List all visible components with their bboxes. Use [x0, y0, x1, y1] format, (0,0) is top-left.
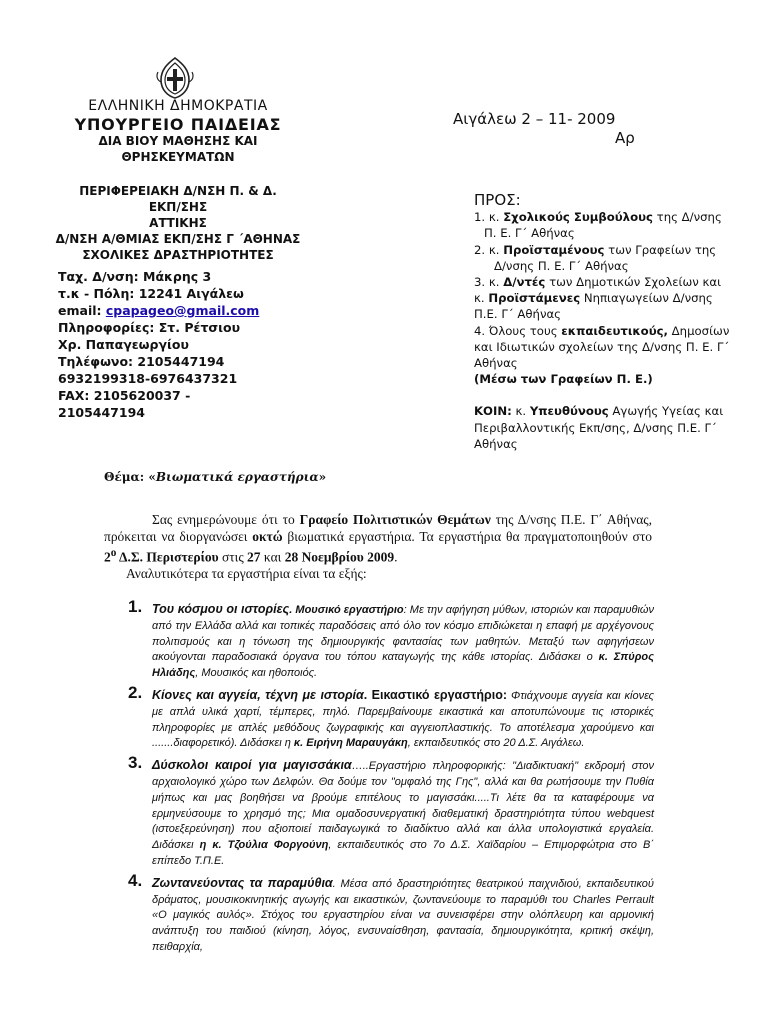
- protocol-number: Αρ: [615, 129, 635, 147]
- letter-body: [104, 512, 652, 583]
- list-item: [122, 682, 654, 752]
- item-title: Κίονες και αγγεία, τέχνη με ιστορία: [152, 687, 364, 702]
- item-number: 1.: [128, 597, 143, 616]
- koin-label: ΚΟΙΝ:: [474, 404, 512, 419]
- list-item: [122, 597, 654, 682]
- recipient-bold: Δ/ντές: [503, 275, 546, 290]
- intro-bold: 2: [104, 549, 111, 565]
- recipient-2-sub: Δ/νσης Π. Ε. Γ΄ Αθήνας: [494, 258, 629, 273]
- recipient-bold: Υπευθύνους: [529, 404, 609, 419]
- recipient-text: των Γραφείων της: [604, 242, 717, 257]
- item-text: …..Εργαστήριο πληροφορικής: "Διαδικτυακή" εκδρομή στον αρχαιολογικό χώρο των Δελφών. Θα δούμε τον "ομφαλό της Γης", αλλά και θα ρωτήσουμε την Πυθία μήπως και μας βοηθήσει να βρούμε επιτέλους το μαγισσάκι.....Τι λέτε θα τα καταφέρουμε να ερμηνεύσουμε το χρησμό της; Μια ομαδοσυνεργατική διαθεματική δραστηριότητα τύπου webquest (ιστοεξερεύνηση) που αξιοποιεί παιδαγωγικά το διαδίκτυο αλλά και άλλα υπολογιστικά εργαλεία. Διδάσκει: [152, 760, 654, 852]
- recipient-1: [474, 209, 734, 225]
- subject-title: Βιωματικά εργαστήρια: [155, 470, 319, 484]
- header-line: ΑΤΤΙΚΗΣ: [149, 216, 207, 230]
- recipient-text: 4. Όλους τους: [474, 323, 562, 338]
- email-label: email:: [58, 303, 106, 318]
- recipients-heading: ΠΡΟΣ:: [474, 191, 521, 209]
- date: Αιγάλεω 2 – 11- 2009: [453, 110, 616, 128]
- item-type: . Μουσικό εργαστήριο: [289, 604, 404, 616]
- recipient-text: Νηπιαγωγείων Δ/νσης Π.Ε. Γ΄ Αθήνας: [474, 291, 713, 322]
- recipient-bold: Σχολικούς Συμβούλους: [503, 210, 653, 225]
- item-type: . Εικαστικό εργαστήριο:: [363, 687, 508, 702]
- header-line: ΕΚΠ/ΣΗΣ: [148, 200, 208, 214]
- item-text: : Με την αφήγηση μύθων, ιστοριών και παραμυθιών από την Ελλάδα αλλά και τοπικές παραδόσεις από όλο τον κόσμο επιδιώκεται η επαφή με αρχέγονους πολιτισμούς και η τόνωση της δημιουργικής φαντασίας των μαθητών. Μεταξύ των αφηγήσεων ακούγονται παραδοσιακά όργανα του τόπου καταγωγής της κάθε ιστορίας. Διδάσκει ο: [152, 604, 654, 664]
- intro-text: και: [260, 549, 285, 565]
- intro-bold: οκτώ: [252, 528, 283, 544]
- ministry-header: [40, 98, 316, 261]
- recipient-2: [474, 242, 734, 258]
- intro-bold: Δ.Σ. Περιστερίου: [116, 549, 219, 565]
- email-link[interactable]: cpapageo@gmail.com: [105, 303, 260, 318]
- list-item: [122, 753, 654, 870]
- intro-paragraph: [104, 512, 652, 566]
- recipient-text: της Δ/νσης: [652, 210, 722, 225]
- subject-line: [104, 470, 326, 484]
- intro-bold: 28 Νοεμβρίου 2009: [284, 549, 395, 565]
- recipient-bold: εκπαιδευτικούς,: [561, 323, 668, 338]
- greek-emblem-icon: [155, 56, 195, 100]
- header-line: ΠΕΡΙΦΕΡΕΙΑΚΗ Δ/ΝΣΗ Π. & Δ.: [79, 184, 277, 198]
- recipient-4: [474, 323, 734, 372]
- recipient-1-sub: Π. Ε. Γ΄ Αθήνας: [484, 226, 575, 241]
- date-block: [453, 110, 635, 148]
- koin-line: [474, 403, 734, 452]
- recipient-text: των Δημοτικών Σχολείων και κ.: [474, 275, 722, 306]
- intro-text: βιωματικά εργαστήρια. Τα εργαστήρια θα πραγματοποιηθούν στο: [282, 528, 652, 544]
- item-title: Του κόσμου οι ιστορίες: [152, 602, 290, 616]
- recipient-3: [474, 274, 734, 323]
- intro-bold: Γραφείο Πολιτιστικών Θεμάτων: [299, 512, 491, 527]
- recipient-bold: Προϊστάμενες: [488, 291, 581, 306]
- recipient-text: Αγωγής Υγείας και Περιβαλλοντικής Εκπ/σης, Δ/νσης Π.Ε. Γ΄ Αθήνας: [474, 404, 724, 451]
- header-line: ΕΛΛΗΝΙΚΗ ΔΗΜΟΚΡΑΤΙΑ: [88, 98, 268, 114]
- item-end: , Μουσικός και ηθοποιός.: [195, 667, 318, 680]
- item-text: Φτιάχνουμε αγγεία και κίονες με απλά υλικά χαρτί, τέμπερες, πηλό. Παρεμβαίνουμε εικαστικά και αποτυπώνουμε τις ιστορικές πληροφορίες με απλές μεθόδους ζωγραφικής και αγγειοπλαστικής. Το αποτέλεσμα χαρούμενο και .......διαφορετικό). Διδάσκει η: [152, 689, 654, 750]
- intro-text: Σας ενημερώνουμε ότι το: [152, 512, 300, 527]
- intro-sup: ο: [110, 547, 117, 559]
- recipient-4-note: (Μέσω των Γραφείων Π. Ε.): [474, 372, 653, 387]
- email-line: [58, 302, 298, 319]
- recipients-block: [474, 192, 734, 452]
- item-number: 2.: [128, 682, 143, 702]
- intro-text: .: [394, 549, 398, 565]
- header-line: Δ/ΝΣΗ Α/ΘΜΙΑΣ ΕΚΠ/ΣΗΣ Γ ΄ΑΘΗΝΑΣ: [55, 232, 301, 246]
- intro-text: στις: [218, 549, 248, 565]
- list-intro: Αναλυτικότερα τα εργαστήρια είναι τα εξής:: [126, 566, 367, 581]
- recipient-text: 3. κ.: [474, 275, 504, 290]
- recipient-text: 2. κ.: [474, 242, 504, 257]
- header-line: ΔΙΑ ΒΙΟΥ ΜΑΘΗΣΗΣ ΚΑΙ: [98, 134, 258, 148]
- intro-text: της Δ/νσης Π.Ε. Γ΄ Αθήνας, πρόκειται να διοργανώσει: [104, 512, 652, 544]
- item-teacher: κ. Σπύρος Ηλιάδης: [152, 651, 654, 680]
- fax: FAX: 2105620037 -: [58, 388, 191, 403]
- address: Ταχ. Δ/νση: Μάκρης 3: [58, 269, 212, 284]
- info: Πληροφορίες: Στ. Ρέτσιου: [58, 320, 241, 335]
- recipient-bold: Προϊσταμένους: [503, 242, 605, 257]
- postal-code: τ.κ - Πόλη: 12241 Αιγάλεω: [58, 286, 244, 301]
- recipient-text: 1. κ.: [474, 210, 504, 225]
- info-second: Χρ. Παπαγεωργίου: [58, 337, 189, 352]
- header-line: ΣΧΟΛΙΚΕΣ ΔΡΑΣΤΗΡΙΟΤΗΤΕΣ: [82, 248, 274, 261]
- contact-block: [58, 268, 298, 421]
- item-text: . Μέσα από δραστηριότητες θεατρικού παιχνιδιού, εκπαιδευτικού δράματος, μουσικοκινητικής αγωγής και εικαστικών, ζωντανεύουμε το παραμύθι του Charles Perrault «Ο μαγικός αυλός». Στόχος του εργαστηρίου είναι να συνεισφέρει στην ολόπλευρη και αρμονική ανάπτυξη του παιδιού (κίνηση, λόγος, ενσυναίσθηση, φαντασία, δημιουργικότητα, κριτική σκέψη, πειθαρχία,: [152, 877, 654, 953]
- item-end: , εκπαιδευτικός στο 20 Δ.Σ. Αιγάλεω.: [407, 737, 585, 750]
- header-ministry: ΥΠΟΥΡΓΕΙΟ ΠΑΙΔΕΙΑΣ: [74, 115, 282, 134]
- item-teacher: κ. Ειρήνη Μαραυγάκη: [293, 737, 408, 750]
- item-teacher: η κ. Τζούλια Φοργούνη: [199, 839, 329, 852]
- subject-end: »: [318, 470, 327, 484]
- phone: Τηλέφωνο: 2105447194: [58, 354, 225, 369]
- item-number: 3.: [128, 753, 143, 773]
- item-title: Δύσκολοι καιροί για μαγισσάκια: [152, 758, 352, 773]
- intro-bold: 27: [247, 549, 261, 565]
- fax-second: 2105447194: [58, 405, 145, 420]
- header-line: ΘΡΗΣΚΕΥΜΑΤΩΝ: [121, 150, 235, 164]
- phone-second: 6932199318-6976437321: [58, 371, 238, 386]
- recipient-text: Δημοσίων και Ιδιωτικών σχολείων της Δ/νσης Π. Ε. Γ΄ Αθήνας: [474, 323, 730, 371]
- item-end: , εκπαιδευτικός στο 7ο Δ.Σ. Χαϊδαρίου – Επιμορφώτρια στο Β΄ επίπεδο Τ.Π.Ε.: [152, 839, 654, 867]
- list-item: [122, 870, 654, 956]
- subject-label: Θέμα: «: [104, 470, 156, 484]
- item-title: Ζωντανεύοντας τα παραμύθια: [152, 875, 333, 890]
- recipient-text: κ.: [511, 404, 530, 419]
- item-number: 4.: [128, 870, 143, 890]
- workshop-list: [122, 597, 654, 962]
